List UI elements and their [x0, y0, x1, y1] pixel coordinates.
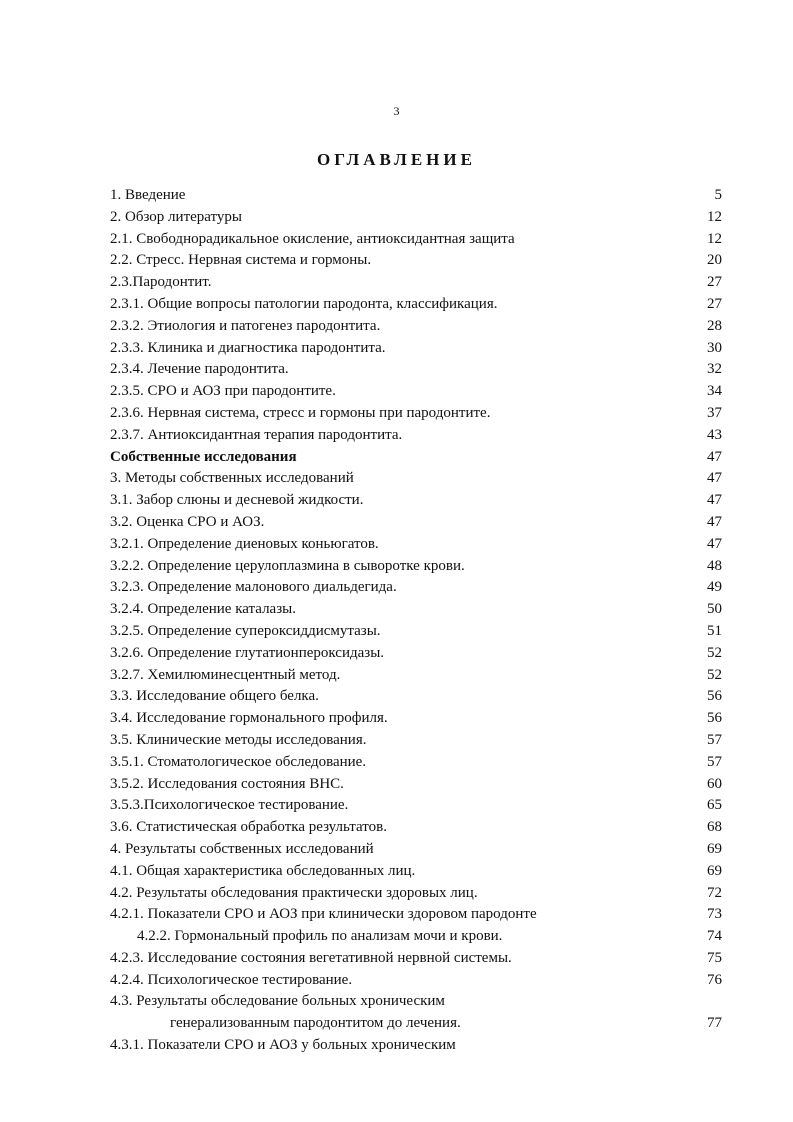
- toc-entry: [0, 991, 793, 1013]
- toc-entry: [0, 752, 793, 774]
- toc-entry-page: 75: [707, 949, 722, 966]
- toc-entry-text: 4.3.1. Показатели СРО и АОЗ у больных хроническим: [110, 1037, 456, 1054]
- toc-entry-text: 4.2.3. Исследование состояния вегетативной нервной системы.: [110, 949, 512, 966]
- toc-entry-page: 60: [707, 775, 722, 792]
- toc-entry-text: 3.5.3.Психологическое тестирование.: [110, 797, 349, 814]
- toc-entry-page: 74: [707, 928, 722, 945]
- toc-entry: [0, 359, 793, 381]
- toc-entry: [0, 272, 793, 294]
- toc-entry: [0, 403, 793, 425]
- toc-entry-page: 37: [707, 404, 722, 421]
- toc-title: ОГЛАВЛЕНИЕ: [317, 150, 476, 169]
- toc-entry-page: 47: [707, 513, 722, 530]
- toc-entry-page: 57: [707, 731, 722, 748]
- toc-entry: [0, 621, 793, 643]
- toc-entry-text: 4. Результаты собственных исследований: [110, 840, 374, 857]
- toc-entry-text: 4.2.2. Гормональный профиль по анализам мочи и крови.: [137, 928, 503, 945]
- toc-entry-page: 51: [707, 622, 722, 639]
- toc-entry: [0, 294, 793, 316]
- toc-entry: [0, 817, 793, 839]
- toc-entry-page: 12: [707, 230, 722, 247]
- toc-entry-page: 27: [707, 274, 722, 291]
- toc-entry: [0, 534, 793, 556]
- toc-entry-text: 2. Обзор литературы: [110, 208, 242, 225]
- toc-entry: [0, 599, 793, 621]
- toc-entry-text: Собственные исследования: [110, 448, 297, 465]
- toc-entry: [0, 381, 793, 403]
- toc-entry: [0, 686, 793, 708]
- toc-entry-page: 69: [707, 862, 722, 879]
- toc-entry-page: 57: [707, 753, 722, 770]
- toc-entry: [0, 250, 793, 272]
- toc-entry-text: 2.3.7. Антиоксидантная терапия пародонтита.: [110, 426, 403, 443]
- toc-entry: [0, 468, 793, 490]
- toc-entry: [0, 861, 793, 883]
- toc-entry-text: 3.5.1. Стоматологическое обследование.: [110, 753, 367, 770]
- toc-entry: [0, 708, 793, 730]
- toc-entry-text: 4.1. Общая характеристика обследованных лиц.: [110, 862, 416, 879]
- toc-entry-page: 28: [707, 317, 722, 334]
- toc-section-heading: [0, 447, 793, 469]
- toc-entry-text: 3.2.5. Определение супероксиддисмутазы.: [110, 622, 381, 639]
- toc-entry-page: 52: [707, 644, 722, 661]
- toc-entry-text: 3.2.1. Определение диеновых коньюгатов.: [110, 535, 379, 552]
- toc-entry: [0, 904, 793, 926]
- toc-entry-page: 52: [707, 666, 722, 683]
- toc-entry-text: 3.2.6. Определение глутатионпероксидазы.: [110, 644, 385, 661]
- toc-entry-page: 32: [707, 361, 722, 378]
- toc-entry-text: 2.3.3. Клиника и диагностика пародонтита.: [110, 339, 386, 356]
- toc-entry: [0, 774, 793, 796]
- toc-entry: [0, 207, 793, 229]
- toc-entry-text: 3.1. Забор слюны и десневой жидкости.: [110, 492, 364, 509]
- toc-entry-text: 1. Введение: [110, 187, 186, 203]
- toc-entry: [0, 490, 793, 512]
- toc-entry-text: 3.4. Исследование гормонального профиля.: [110, 710, 388, 727]
- toc-entry-page: 30: [707, 339, 722, 356]
- toc-entry-page: 65: [707, 797, 722, 814]
- toc-entry-text: 2.3.5. СРО и АОЗ при пародонтите.: [110, 383, 336, 400]
- toc-entry-page: 27: [707, 295, 722, 312]
- toc-entry-text: 2.2. Стресс. Нервная система и гормоны.: [110, 252, 372, 269]
- toc-entry: [0, 512, 793, 534]
- toc-entry-page: 5: [714, 187, 722, 203]
- toc-entry-page: 48: [707, 557, 722, 574]
- toc-entry: [0, 229, 793, 251]
- toc-entry: [0, 839, 793, 861]
- toc-entry-page: 12: [707, 208, 722, 225]
- toc-entry: [0, 556, 793, 578]
- toc-entry-text: 3.2.4. Определение каталазы.: [110, 601, 296, 618]
- toc-entry-text: 3.2.3. Определение малонового диальдегида.: [110, 579, 397, 596]
- toc-entry-page: 77: [707, 1015, 722, 1032]
- toc-entry-page: 47: [707, 448, 722, 465]
- toc-entry-text: генерализованным пародонтитом до лечения.: [170, 1015, 461, 1032]
- toc-entry: [0, 425, 793, 447]
- toc-entry-text: 3.6. Статистическая обработка результатов.: [110, 819, 387, 836]
- toc-entry-text: 4.2.1. Показатели СРО и АОЗ при клинически здоровом пародонте: [110, 906, 537, 923]
- toc-entry-text: 4.2.4. Психологическое тестирование.: [110, 971, 353, 988]
- toc-entry-page: 47: [707, 470, 722, 487]
- toc-entry-text: 2.3.1. Общие вопросы патологии пародонта, классификация.: [110, 295, 498, 312]
- toc-entry-page: 76: [707, 971, 722, 988]
- toc-entry-text: 2.3.4. Лечение пародонтита.: [110, 361, 289, 378]
- toc-entry: [0, 926, 793, 948]
- toc-entry-text: 3.2. Оценка СРО и АОЗ.: [110, 513, 265, 530]
- toc-entry: [0, 185, 793, 207]
- toc-entry-text: 2.3.Пародонтит.: [110, 274, 212, 291]
- toc-entry-page: 56: [707, 710, 722, 727]
- toc-entry-page: 49: [707, 579, 722, 596]
- toc-entry-text: 4.2. Результаты обследования практически здоровых лиц.: [110, 884, 478, 901]
- toc-entry: [0, 577, 793, 599]
- toc-entry-page: 56: [707, 688, 722, 705]
- toc-entry: [0, 665, 793, 687]
- toc-entry: [0, 795, 793, 817]
- toc-entry-text: 3.2.2. Определение церулоплазмина в сыворотке крови.: [110, 557, 465, 574]
- toc-entry-page: 50: [707, 601, 722, 618]
- toc-entry: [0, 730, 793, 752]
- toc-entry: [0, 970, 793, 992]
- toc-entry-text: 3.5.2. Исследования состояния ВНС.: [110, 775, 344, 792]
- toc-entry: [0, 338, 793, 360]
- toc-entry-text: 2.1. Свободнорадикальное окисление, антиоксидантная защита: [110, 230, 515, 247]
- toc-entry-text: 3.2.7. Хемилюминесцентный метод.: [110, 666, 341, 683]
- toc-entry: [0, 643, 793, 665]
- toc-entry: [0, 883, 793, 905]
- toc-entry-text: 4.3. Результаты обследование больных хроническим: [110, 993, 445, 1010]
- toc-entry: [0, 316, 793, 338]
- toc-entry-page: 68: [707, 819, 722, 836]
- toc-entry: [0, 948, 793, 970]
- toc-entry-text: 3. Методы собственных исследований: [110, 470, 354, 487]
- toc-entry-page: 43: [707, 426, 722, 443]
- toc-entry-page: 47: [707, 535, 722, 552]
- toc-entry-page: 73: [707, 906, 722, 923]
- toc-entry-page: 47: [707, 492, 722, 509]
- toc-entry: [0, 1035, 793, 1057]
- toc-entry-text: 3.3. Исследование общего белка.: [110, 688, 319, 705]
- toc-entry-page: 69: [707, 840, 722, 857]
- toc-entry-page: 72: [707, 884, 722, 901]
- toc-entry-text: 3.5. Клинические методы исследования.: [110, 731, 367, 748]
- table-of-contents: [0, 185, 793, 1057]
- toc-entry-page: 34: [707, 383, 722, 400]
- toc-entry-text: 2.3.2. Этиология и патогенез пародонтита.: [110, 317, 381, 334]
- toc-entry-continuation: [0, 1013, 793, 1035]
- toc-entry-page: 20: [707, 252, 722, 269]
- toc-entry-text: 2.3.6. Нервная система, стресс и гормоны при пародонтите.: [110, 404, 491, 421]
- page-number: 3: [393, 104, 400, 118]
